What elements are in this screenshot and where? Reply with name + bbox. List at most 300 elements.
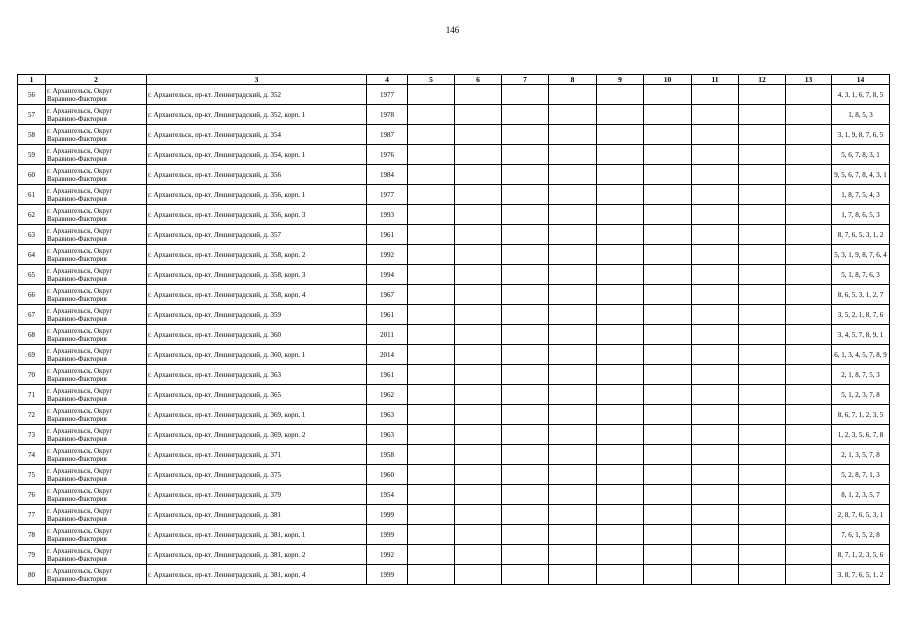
empty-cell-col-9 — [597, 365, 644, 385]
sequence-cell: 1, 8, 7, 5, 4, 3 — [832, 185, 890, 205]
empty-cell-col-7 — [502, 325, 549, 345]
row-number-cell: 78 — [18, 525, 46, 545]
table-row — [18, 85, 890, 105]
address-cell: г. Архангельск, пр-кт. Ленинградский, д. 356, корп. 1 — [147, 185, 367, 205]
empty-cell-col-6 — [455, 505, 502, 525]
row-number-cell: 75 — [18, 465, 46, 485]
district-cell — [46, 445, 147, 465]
empty-cell-col-7 — [502, 345, 549, 365]
year-cell: 1992 — [367, 245, 408, 265]
empty-cell-col-7 — [502, 545, 549, 565]
empty-cell-col-8 — [549, 285, 597, 305]
sequence-cell: 1, 2, 3, 5, 6, 7, 8 — [832, 425, 890, 445]
empty-cell-col-8 — [549, 425, 597, 445]
address-cell: г. Архангельск, пр-кт. Ленинградский, д. 357 — [147, 225, 367, 245]
sequence-cell: 4, 3, 1, 6, 7, 8, 5 — [832, 85, 890, 105]
sequence-cell: 1, 8, 5, 3 — [832, 105, 890, 125]
empty-cell-col-13 — [786, 365, 832, 385]
district-line-1: г. Архангельск, Округ — [47, 466, 113, 475]
empty-cell-col-11 — [692, 165, 739, 185]
empty-cell-col-10 — [644, 485, 692, 505]
district-line-2: Варавино-Фактория — [47, 554, 107, 563]
sequence-cell: 5, 1, 8, 7, 6, 3 — [832, 265, 890, 285]
column-header-2: 2 — [46, 75, 147, 85]
empty-cell-col-5 — [408, 485, 455, 505]
district-line-1: г. Архангельск, Округ — [47, 86, 113, 95]
empty-cell-col-12 — [739, 425, 786, 445]
empty-cell-col-10 — [644, 145, 692, 165]
empty-cell-col-7 — [502, 225, 549, 245]
year-cell: 1961 — [367, 365, 408, 385]
district-cell — [46, 265, 147, 285]
district-line-1: г. Архангельск, Округ — [47, 126, 113, 135]
address-cell: г. Архангельск, пр-кт. Ленинградский, д. 363 — [147, 365, 367, 385]
year-cell: 1977 — [367, 185, 408, 205]
district-line-2: Варавино-Фактория — [47, 114, 107, 123]
empty-cell-col-6 — [455, 125, 502, 145]
empty-cell-col-10 — [644, 285, 692, 305]
empty-cell-col-6 — [455, 465, 502, 485]
empty-cell-col-12 — [739, 145, 786, 165]
sequence-cell: 9, 5, 6, 7, 8, 4, 3, 1 — [832, 165, 890, 185]
district-line-2: Варавино-Фактория — [47, 474, 107, 483]
year-cell: 1987 — [367, 125, 408, 145]
empty-cell-col-9 — [597, 265, 644, 285]
address-cell: г. Архангельск, пр-кт. Ленинградский, д. 354 — [147, 125, 367, 145]
district-cell — [46, 385, 147, 405]
empty-cell-col-9 — [597, 185, 644, 205]
district-line-1: г. Архангельск, Округ — [47, 406, 113, 415]
empty-cell-col-8 — [549, 125, 597, 145]
empty-cell-col-7 — [502, 205, 549, 225]
empty-cell-col-11 — [692, 205, 739, 225]
district-cell — [46, 405, 147, 425]
empty-cell-col-10 — [644, 265, 692, 285]
empty-cell-col-5 — [408, 545, 455, 565]
empty-cell-col-7 — [502, 305, 549, 325]
address-cell: г. Архангельск, пр-кт. Ленинградский, д. 359 — [147, 305, 367, 325]
sequence-cell: 5, 1, 2, 3, 7, 8 — [832, 385, 890, 405]
empty-cell-col-8 — [549, 245, 597, 265]
empty-cell-col-13 — [786, 105, 832, 125]
address-cell: г. Архангельск, пр-кт. Ленинградский, д. 358, корп. 2 — [147, 245, 367, 265]
empty-cell-col-5 — [408, 265, 455, 285]
empty-cell-col-11 — [692, 105, 739, 125]
empty-cell-col-5 — [408, 525, 455, 545]
column-header-10: 10 — [644, 75, 692, 85]
year-cell: 1962 — [367, 385, 408, 405]
table-row — [18, 365, 890, 385]
empty-cell-col-10 — [644, 245, 692, 265]
district-line-2: Варавино-Фактория — [47, 494, 107, 503]
empty-cell-col-9 — [597, 145, 644, 165]
district-line-2: Варавино-Фактория — [47, 294, 107, 303]
empty-cell-col-10 — [644, 525, 692, 545]
address-cell: г. Архангельск, пр-кт. Ленинградский, д. 358, корп. 3 — [147, 265, 367, 285]
year-cell: 1954 — [367, 485, 408, 505]
empty-cell-col-10 — [644, 125, 692, 145]
empty-cell-col-13 — [786, 385, 832, 405]
empty-cell-col-13 — [786, 565, 832, 585]
empty-cell-col-8 — [549, 525, 597, 545]
empty-cell-col-8 — [549, 85, 597, 105]
district-line-2: Варавино-Фактория — [47, 174, 107, 183]
district-line-1: г. Архангельск, Округ — [47, 106, 113, 115]
table-row — [18, 325, 890, 345]
year-cell: 1999 — [367, 525, 408, 545]
address-cell: г. Архангельск, пр-кт. Ленинградский, д. 354, корп. 1 — [147, 145, 367, 165]
table-row — [18, 565, 890, 585]
district-line-1: г. Архангельск, Округ — [47, 346, 113, 355]
sequence-cell: 5, 2, 8, 7, 1, 3 — [832, 465, 890, 485]
table-row — [18, 345, 890, 365]
empty-cell-col-5 — [408, 385, 455, 405]
address-cell: г. Архангельск, пр-кт. Ленинградский, д. 356 — [147, 165, 367, 185]
empty-cell-col-13 — [786, 265, 832, 285]
empty-cell-col-13 — [786, 485, 832, 505]
row-number-cell: 57 — [18, 105, 46, 125]
empty-cell-col-8 — [549, 225, 597, 245]
address-cell: г. Архангельск, пр-кт. Ленинградский, д. 365 — [147, 385, 367, 405]
empty-cell-col-11 — [692, 485, 739, 505]
empty-cell-col-6 — [455, 225, 502, 245]
row-number-cell: 74 — [18, 445, 46, 465]
housing-register-table — [17, 74, 890, 585]
table-row — [18, 485, 890, 505]
empty-cell-col-5 — [408, 145, 455, 165]
page-number: 146 — [445, 25, 460, 35]
table-row — [18, 265, 890, 285]
district-line-1: г. Архангельск, Округ — [47, 446, 113, 455]
column-header-7: 7 — [502, 75, 549, 85]
empty-cell-col-9 — [597, 105, 644, 125]
empty-cell-col-8 — [549, 305, 597, 325]
empty-cell-col-9 — [597, 545, 644, 565]
empty-cell-col-7 — [502, 185, 549, 205]
empty-cell-col-12 — [739, 565, 786, 585]
empty-cell-col-7 — [502, 285, 549, 305]
empty-cell-col-7 — [502, 425, 549, 445]
district-cell — [46, 105, 147, 125]
district-line-1: г. Архангельск, Округ — [47, 426, 113, 435]
empty-cell-col-10 — [644, 505, 692, 525]
empty-cell-col-8 — [549, 505, 597, 525]
district-cell — [46, 85, 147, 105]
empty-cell-col-11 — [692, 545, 739, 565]
empty-cell-col-11 — [692, 465, 739, 485]
empty-cell-col-13 — [786, 285, 832, 305]
year-cell: 1978 — [367, 105, 408, 125]
district-line-1: г. Архангельск, Округ — [47, 286, 113, 295]
empty-cell-col-9 — [597, 125, 644, 145]
column-header-6: 6 — [455, 75, 502, 85]
empty-cell-col-6 — [455, 245, 502, 265]
table-row — [18, 125, 890, 145]
district-line-1: г. Архангельск, Округ — [47, 326, 113, 335]
table-row — [18, 465, 890, 485]
district-line-2: Варавино-Фактория — [47, 314, 107, 323]
empty-cell-col-9 — [597, 225, 644, 245]
district-cell — [46, 165, 147, 185]
table-row — [18, 165, 890, 185]
column-header-5: 5 — [408, 75, 455, 85]
sequence-cell: 8, 7, 6, 5, 3, 1, 2 — [832, 225, 890, 245]
empty-cell-col-13 — [786, 425, 832, 445]
empty-cell-col-6 — [455, 445, 502, 465]
sequence-cell: 8, 1, 2, 3, 5, 7 — [832, 485, 890, 505]
empty-cell-col-8 — [549, 325, 597, 345]
empty-cell-col-5 — [408, 185, 455, 205]
empty-cell-col-7 — [502, 145, 549, 165]
year-cell: 1960 — [367, 465, 408, 485]
year-cell: 1961 — [367, 225, 408, 245]
empty-cell-col-7 — [502, 565, 549, 585]
empty-cell-col-6 — [455, 405, 502, 425]
empty-cell-col-7 — [502, 365, 549, 385]
row-number-cell: 79 — [18, 545, 46, 565]
column-header-12: 12 — [739, 75, 786, 85]
district-line-2: Варавино-Фактория — [47, 574, 107, 583]
district-cell — [46, 125, 147, 145]
column-header-8: 8 — [549, 75, 597, 85]
column-number-row — [18, 75, 890, 85]
empty-cell-col-7 — [502, 385, 549, 405]
empty-cell-col-9 — [597, 385, 644, 405]
empty-cell-col-9 — [597, 465, 644, 485]
empty-cell-col-8 — [549, 545, 597, 565]
empty-cell-col-7 — [502, 125, 549, 145]
empty-cell-col-5 — [408, 345, 455, 365]
empty-cell-col-12 — [739, 105, 786, 125]
district-line-1: г. Архангельск, Округ — [47, 246, 113, 255]
empty-cell-col-9 — [597, 325, 644, 345]
empty-cell-col-7 — [502, 445, 549, 465]
empty-cell-col-6 — [455, 85, 502, 105]
empty-cell-col-8 — [549, 385, 597, 405]
address-cell: г. Архангельск, пр-кт. Ленинградский, д. 352 — [147, 85, 367, 105]
empty-cell-col-8 — [549, 465, 597, 485]
empty-cell-col-9 — [597, 285, 644, 305]
empty-cell-col-9 — [597, 445, 644, 465]
row-number-cell: 70 — [18, 365, 46, 385]
year-cell: 1984 — [367, 165, 408, 185]
empty-cell-col-11 — [692, 525, 739, 545]
year-cell: 1999 — [367, 565, 408, 585]
empty-cell-col-5 — [408, 225, 455, 245]
sequence-cell: 6, 1, 3, 4, 5, 7, 8, 9 — [832, 345, 890, 365]
empty-cell-col-12 — [739, 505, 786, 525]
empty-cell-col-12 — [739, 325, 786, 345]
empty-cell-col-12 — [739, 85, 786, 105]
table-row — [18, 305, 890, 325]
empty-cell-col-10 — [644, 445, 692, 465]
empty-cell-col-12 — [739, 245, 786, 265]
district-line-1: г. Архангельск, Округ — [47, 166, 113, 175]
empty-cell-col-8 — [549, 345, 597, 365]
empty-cell-col-5 — [408, 465, 455, 485]
empty-cell-col-8 — [549, 445, 597, 465]
district-cell — [46, 285, 147, 305]
district-cell — [46, 205, 147, 225]
empty-cell-col-9 — [597, 245, 644, 265]
empty-cell-col-8 — [549, 145, 597, 165]
empty-cell-col-11 — [692, 145, 739, 165]
district-cell — [46, 545, 147, 565]
district-line-2: Варавино-Фактория — [47, 354, 107, 363]
empty-cell-col-8 — [549, 265, 597, 285]
table-row — [18, 505, 890, 525]
district-line-2: Варавино-Фактория — [47, 274, 107, 283]
empty-cell-col-12 — [739, 445, 786, 465]
address-cell: г. Архангельск, пр-кт. Ленинградский, д. 352, корп. 1 — [147, 105, 367, 125]
empty-cell-col-6 — [455, 285, 502, 305]
district-line-2: Варавино-Фактория — [47, 194, 107, 203]
empty-cell-col-6 — [455, 185, 502, 205]
empty-cell-col-11 — [692, 85, 739, 105]
row-number-cell: 73 — [18, 425, 46, 445]
empty-cell-col-13 — [786, 345, 832, 365]
empty-cell-col-11 — [692, 285, 739, 305]
empty-cell-col-7 — [502, 265, 549, 285]
table-row — [18, 445, 890, 465]
empty-cell-col-10 — [644, 405, 692, 425]
empty-cell-col-13 — [786, 185, 832, 205]
empty-cell-col-7 — [502, 165, 549, 185]
table-row — [18, 425, 890, 445]
row-number-cell: 64 — [18, 245, 46, 265]
district-line-1: г. Архангельск, Округ — [47, 186, 113, 195]
district-cell — [46, 505, 147, 525]
district-line-1: г. Архангельск, Округ — [47, 266, 113, 275]
empty-cell-col-12 — [739, 365, 786, 385]
empty-cell-col-12 — [739, 385, 786, 405]
empty-cell-col-5 — [408, 205, 455, 225]
empty-cell-col-5 — [408, 105, 455, 125]
year-cell: 1963 — [367, 405, 408, 425]
district-line-2: Варавино-Фактория — [47, 334, 107, 343]
sequence-cell: 1, 7, 8, 6, 5, 3 — [832, 205, 890, 225]
year-cell: 1967 — [367, 285, 408, 305]
empty-cell-col-6 — [455, 105, 502, 125]
empty-cell-col-6 — [455, 425, 502, 445]
empty-cell-col-8 — [549, 565, 597, 585]
empty-cell-col-9 — [597, 165, 644, 185]
empty-cell-col-8 — [549, 485, 597, 505]
empty-cell-col-5 — [408, 305, 455, 325]
district-line-2: Варавино-Фактория — [47, 514, 107, 523]
empty-cell-col-5 — [408, 365, 455, 385]
empty-cell-col-8 — [549, 165, 597, 185]
empty-cell-col-12 — [739, 545, 786, 565]
year-cell: 1976 — [367, 145, 408, 165]
empty-cell-col-13 — [786, 205, 832, 225]
district-line-2: Варавино-Фактория — [47, 254, 107, 263]
year-cell: 2014 — [367, 345, 408, 365]
sequence-cell: 2, 1, 3, 5, 7, 8 — [832, 445, 890, 465]
row-number-cell: 62 — [18, 205, 46, 225]
address-cell: г. Архангельск, пр-кт. Ленинградский, д. 381, корп. 4 — [147, 565, 367, 585]
empty-cell-col-6 — [455, 145, 502, 165]
sequence-cell: 7, 6, 1, 5, 2, 8 — [832, 525, 890, 545]
empty-cell-col-10 — [644, 325, 692, 345]
empty-cell-col-6 — [455, 325, 502, 345]
empty-cell-col-5 — [408, 445, 455, 465]
empty-cell-col-5 — [408, 85, 455, 105]
year-cell: 1993 — [367, 205, 408, 225]
table-row — [18, 285, 890, 305]
year-cell: 1992 — [367, 545, 408, 565]
empty-cell-col-6 — [455, 565, 502, 585]
district-line-2: Варавино-Фактория — [47, 414, 107, 423]
empty-cell-col-10 — [644, 425, 692, 445]
year-cell: 2011 — [367, 325, 408, 345]
empty-cell-col-6 — [455, 485, 502, 505]
empty-cell-col-9 — [597, 485, 644, 505]
district-cell — [46, 245, 147, 265]
empty-cell-col-10 — [644, 105, 692, 125]
column-header-9: 9 — [597, 75, 644, 85]
empty-cell-col-6 — [455, 265, 502, 285]
empty-cell-col-5 — [408, 425, 455, 445]
table-row — [18, 525, 890, 545]
empty-cell-col-13 — [786, 245, 832, 265]
row-number-cell: 56 — [18, 85, 46, 105]
empty-cell-col-7 — [502, 505, 549, 525]
empty-cell-col-10 — [644, 185, 692, 205]
empty-cell-col-10 — [644, 305, 692, 325]
table-row — [18, 405, 890, 425]
empty-cell-col-11 — [692, 125, 739, 145]
empty-cell-col-6 — [455, 345, 502, 365]
district-line-1: г. Архангельск, Округ — [47, 226, 113, 235]
row-number-cell: 76 — [18, 485, 46, 505]
empty-cell-col-12 — [739, 165, 786, 185]
empty-cell-col-13 — [786, 545, 832, 565]
row-number-cell: 68 — [18, 325, 46, 345]
empty-cell-col-9 — [597, 305, 644, 325]
empty-cell-col-11 — [692, 305, 739, 325]
empty-cell-col-10 — [644, 465, 692, 485]
empty-cell-col-6 — [455, 525, 502, 545]
district-line-2: Варавино-Фактория — [47, 374, 107, 383]
address-cell: г. Архангельск, пр-кт. Ленинградский, д. 381 — [147, 505, 367, 525]
year-cell: 1994 — [367, 265, 408, 285]
empty-cell-col-10 — [644, 165, 692, 185]
empty-cell-col-11 — [692, 505, 739, 525]
empty-cell-col-12 — [739, 225, 786, 245]
district-line-1: г. Архангельск, Округ — [47, 546, 113, 555]
empty-cell-col-12 — [739, 525, 786, 545]
row-number-cell: 58 — [18, 125, 46, 145]
district-line-1: г. Архангельск, Округ — [47, 366, 113, 375]
empty-cell-col-11 — [692, 265, 739, 285]
empty-cell-col-5 — [408, 285, 455, 305]
empty-cell-col-10 — [644, 365, 692, 385]
empty-cell-col-9 — [597, 565, 644, 585]
sequence-cell: 8, 6, 5, 3, 1, 2, 7 — [832, 285, 890, 305]
district-line-1: г. Архангельск, Округ — [47, 306, 113, 315]
empty-cell-col-11 — [692, 245, 739, 265]
district-cell — [46, 485, 147, 505]
table-row — [18, 245, 890, 265]
year-cell: 1958 — [367, 445, 408, 465]
empty-cell-col-11 — [692, 565, 739, 585]
empty-cell-col-5 — [408, 125, 455, 145]
district-cell — [46, 565, 147, 585]
sequence-cell: 3, 4, 5, 7, 8, 9, 1 — [832, 325, 890, 345]
district-cell — [46, 305, 147, 325]
district-line-1: г. Архангельск, Округ — [47, 566, 113, 575]
